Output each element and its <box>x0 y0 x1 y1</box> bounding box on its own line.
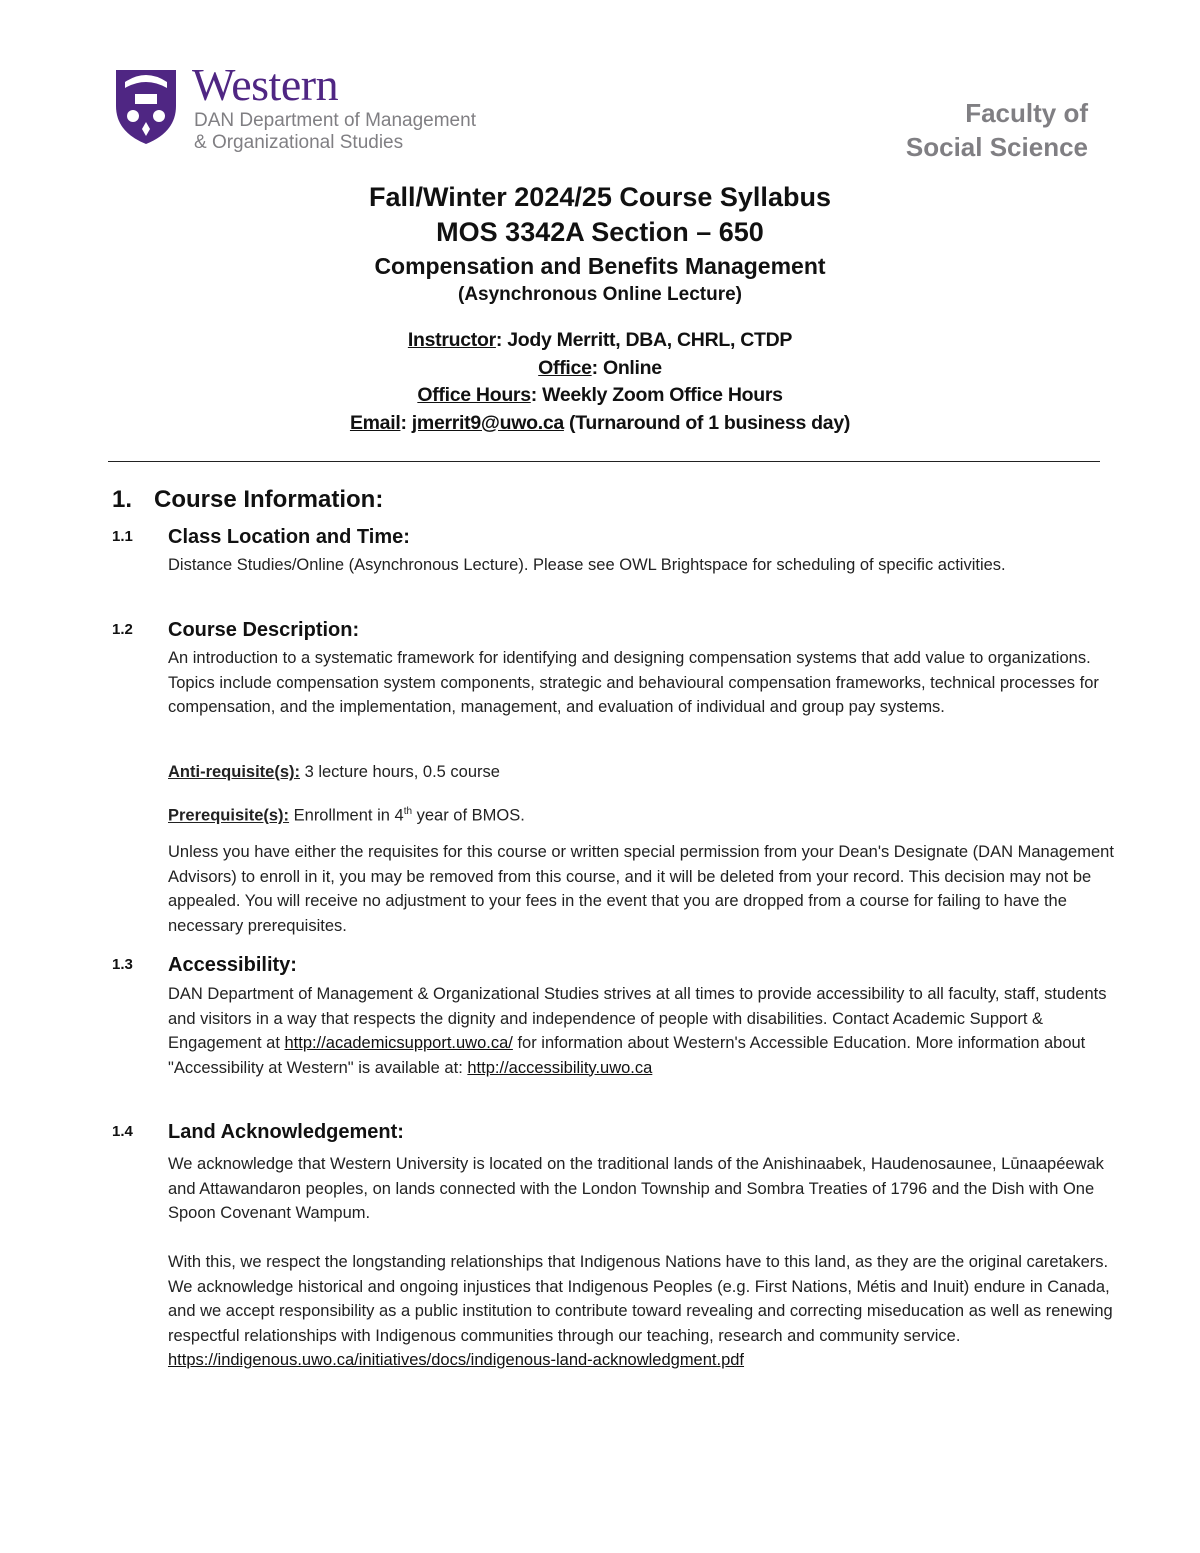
instructor-value: : Jody Merritt, DBA, CHRL, CTDP <box>495 329 793 351</box>
section-1-2-number: 1.2 <box>112 621 133 638</box>
prerequisite-value-b: year of BMOS. <box>412 806 525 825</box>
syllabus-title: Fall/Winter 2024/25 Course Syllabus <box>369 182 831 212</box>
horizontal-divider <box>108 461 1100 462</box>
anti-requisite-label: Anti-requisite(s): <box>168 763 300 781</box>
land-acknowledgement-link-line <box>168 1348 1118 1373</box>
logo-department <box>194 110 476 154</box>
email-line <box>0 410 1200 438</box>
prerequisite-superscript: th <box>403 806 413 817</box>
section-1-title: Course Information: <box>154 486 384 513</box>
instructor-info <box>0 327 1200 437</box>
requisite-note-text: Unless you have either the requisites for this course or written special permission from your Dean's Designate (DAN Management Advisors) to enroll in it, you may be removed from this course, and it will be deleted from your record. This decision may not be appealed. You will receive no adjustment to your fees in the event that you are dropped from a course for failing to have the necessary prerequisites. <box>168 843 1114 935</box>
accessibility-link[interactable]: http://accessibility.uwo.ca <box>467 1058 653 1077</box>
class-location-text: Distance Studies/Online (Asynchronous Lecture). Please see OWL Brightspace for scheduling of specific activities. <box>168 556 1006 574</box>
land-acknowledgement-link[interactable]: https://indigenous.uwo.ca/initiatives/docs/indigenous-land-acknowledgment.pdf <box>168 1351 745 1369</box>
land-acknowledgement-para-1: We acknowledge that Western University is located on the traditional lands of the Anishinaabek, Haudenosaunee, Lūnaapéewak and Attawandaron peoples, on lands connected with the London Township and Sombra Treaties of 1796 and the Dish with One Spoon Covenant Wampum. <box>168 1155 1104 1222</box>
section-1-4-title: Land Acknowledgement: <box>168 1121 404 1143</box>
section-1-number: 1. <box>112 486 133 513</box>
delivery-mode: (Asynchronous Online Lecture) <box>458 284 742 305</box>
syllabus-title-block <box>0 180 1200 308</box>
section-1-1-heading <box>112 526 410 549</box>
accessibility-text-b: for information about Western's Accessible Education. More information about "Accessibility at Western" is available at: <box>168 1034 1086 1077</box>
office-hours-line <box>0 382 1200 410</box>
faculty-line-2: Social Science <box>905 132 1088 162</box>
course-code: MOS 3342A Section – 650 <box>436 217 764 247</box>
logo-dept-line-1: DAN Department of Management <box>194 110 476 131</box>
section-1-2-heading <box>112 619 359 642</box>
land-acknowledgement-para-2: With this, we respect the longstanding relationships that Indigenous Nations have to this land, as they are the original caretakers. We acknowledge historical and ongoing injustices that Indigenous Peoples (e.g. First Nations, Métis and Inuit) endure in Canada, and we accept responsibility as a public institution to contribute toward revealing and correcting miseducation as well as renewing respectful relationships with Indigenous communities through our teaching, research and community service. <box>168 1253 1113 1345</box>
section-1-1-number: 1.1 <box>112 528 133 545</box>
accessibility-text <box>168 982 1118 1080</box>
office-line <box>0 355 1200 383</box>
logo-dept-line-2: & Organizational Studies <box>194 132 404 153</box>
section-1-4-number: 1.4 <box>112 1123 133 1140</box>
prerequisite-line <box>168 800 1118 828</box>
anti-requisite-value: 3 lecture hours, 0.5 course <box>300 763 500 781</box>
academic-support-link[interactable]: http://academicsupport.uwo.ca/ <box>284 1034 513 1052</box>
section-1-3-number: 1.3 <box>112 956 133 973</box>
email-link[interactable]: jmerrit9@uwo.ca <box>411 411 564 434</box>
office-hours-value: : Weekly Zoom Office Hours <box>530 384 783 406</box>
prerequisite-value-a: Enrollment in 4 <box>289 806 404 825</box>
anti-requisite-line <box>168 760 1118 785</box>
logo-wordmark: Western <box>192 59 339 110</box>
faculty-label <box>906 96 1088 164</box>
section-1-2-title: Course Description: <box>168 619 360 641</box>
course-name: Compensation and Benefits Management <box>374 253 826 279</box>
instructor-line <box>0 327 1200 355</box>
prerequisite-label: Prerequisite(s): <box>168 806 290 825</box>
section-1-1-title: Class Location and Time: <box>168 526 410 548</box>
course-description-text: An introduction to a systematic framework for identifying and designing compensation systems that add value to organizations. Topics include compensation system components, strategic and behavioural compensation frameworks, technical processes for compensation, and the implementation, management, and evaluation of individual and group pay systems. <box>168 649 1099 716</box>
office-label: Office <box>538 356 592 379</box>
office-value: : Online <box>591 356 662 379</box>
office-hours-label: Office Hours <box>417 384 531 406</box>
email-label: Email <box>349 411 401 434</box>
section-1-3-heading <box>112 954 297 977</box>
email-note: (Turnaround of 1 business day) <box>563 411 851 434</box>
accessibility-text-a: DAN Department of Management & Organizational Studies strives at all times to provide accessibility to all faculty, staff, students and visitors in a way that respects the dignity and independence of people with disabilities. Contact Academic Support & Engagement at <box>168 985 1107 1052</box>
land-acknowledgement-text <box>168 1152 1118 1373</box>
section-1-3-title: Accessibility: <box>168 954 297 976</box>
instructor-label: Instructor <box>407 329 496 351</box>
email-separator: : <box>400 411 412 434</box>
section-1-4-heading <box>112 1121 404 1144</box>
section-1-heading <box>112 486 383 514</box>
faculty-line-1: Faculty of <box>965 98 1088 128</box>
western-shield-logo-icon <box>113 66 179 146</box>
